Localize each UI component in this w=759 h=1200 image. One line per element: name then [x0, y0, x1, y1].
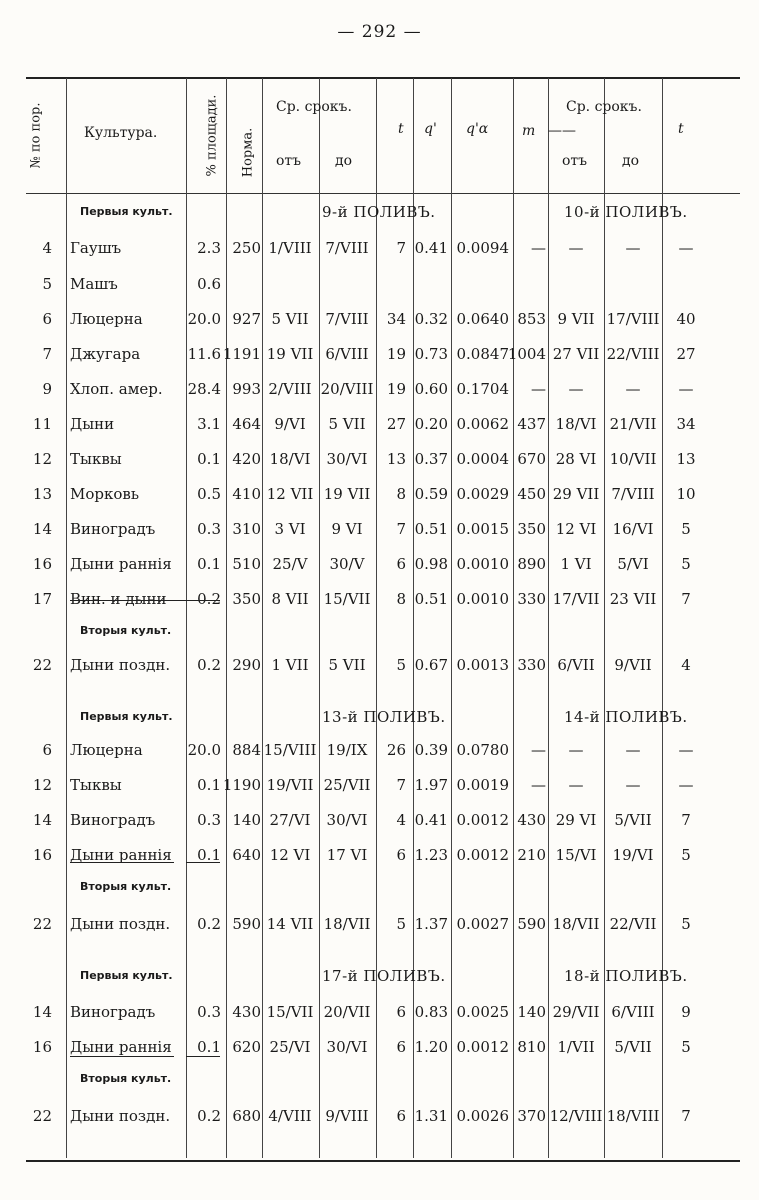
cell-qa: 0.0015 — [456, 520, 509, 538]
irrigation-title-left: 13-й ПОЛИВЪ. — [322, 708, 446, 726]
cell-t2: 5 — [681, 1038, 691, 1056]
cell-area: 0.1 — [197, 555, 221, 573]
cell-t: 7 — [396, 776, 406, 794]
header-to-right: до — [622, 153, 640, 169]
cell-m: 330 — [517, 656, 546, 674]
header-culture: Культура. — [84, 125, 158, 141]
cell-norma: 410 — [232, 485, 261, 503]
cell-t: 6 — [396, 846, 406, 864]
cell-to: 17 VI — [326, 846, 368, 864]
cell-area: 0.1 — [197, 450, 221, 468]
cell-q: 0.39 — [414, 741, 448, 759]
cell-to2: 10/VII — [609, 450, 657, 468]
cell-t: 27 — [386, 415, 406, 433]
cell-from: 15/VIII — [263, 741, 317, 759]
cell-to: 30/VI — [326, 1038, 368, 1056]
cell-m: — — [531, 380, 546, 398]
cell-q: 0.51 — [414, 590, 448, 608]
cell-qa: 0.0780 — [456, 741, 509, 759]
cell-t: 8 — [396, 590, 406, 608]
cell-from: 5 VII — [271, 310, 309, 328]
cell-norma: 1190 — [222, 776, 261, 794]
irrigation-title-right: 10-й ПОЛИВЪ. — [564, 203, 688, 221]
cell-area: 0.1 — [197, 1038, 221, 1056]
cell-to2: — — [625, 239, 641, 257]
cell-to2: 23 VII — [609, 590, 657, 608]
cell-from2: 15/VI — [555, 846, 597, 864]
cell-from: 12 VII — [266, 485, 314, 503]
cell-to: 18/VII — [323, 915, 371, 933]
cell-from2: 1 VI — [560, 555, 592, 573]
cell-t2: 5 — [681, 915, 691, 933]
cell-t: 34 — [386, 310, 406, 328]
cell-t2: 7 — [681, 811, 691, 829]
header-to-left: до — [335, 153, 353, 169]
cell-from: 4/VIII — [268, 1107, 312, 1125]
cell-norma: 590 — [232, 915, 261, 933]
cell-norma: 510 — [232, 555, 261, 573]
cell-from: 18/VI — [269, 450, 311, 468]
cell-t2: 5 — [681, 520, 691, 538]
irrigation-title-left: 17-й ПОЛИВЪ. — [322, 967, 446, 985]
cell-culture: Джугара — [70, 345, 141, 363]
column-rule — [451, 78, 452, 1158]
column-rule — [513, 78, 514, 1158]
cell-qa: 0.0010 — [456, 555, 509, 573]
cell-to: 30/VI — [326, 450, 368, 468]
cell-culture: Гаушъ — [70, 239, 122, 257]
cell-area: 3.1 — [197, 415, 221, 433]
cell-norma: 250 — [232, 239, 261, 257]
cell-from: 27/VI — [269, 811, 311, 829]
cell-area: 20.0 — [187, 310, 221, 328]
cell-m: 140 — [517, 1003, 546, 1021]
cell-t2: 34 — [676, 415, 696, 433]
header-m: m — [522, 123, 536, 139]
cell-from2: 9 VII — [557, 310, 595, 328]
cell-from2: — — [568, 776, 584, 794]
subheading-first-crops: Первыя культ. — [80, 969, 173, 982]
cell-culture: Дыни раннія — [70, 1038, 172, 1056]
cell-norma: 927 — [232, 310, 261, 328]
subheading-first-crops: Первыя культ. — [80, 205, 173, 218]
cell-norma: 420 — [232, 450, 261, 468]
cell-t: 7 — [396, 239, 406, 257]
cell-t: 6 — [396, 555, 406, 573]
cell-num: 5 — [42, 275, 52, 293]
cell-from: 19 VII — [266, 345, 314, 363]
cell-num: 22 — [32, 915, 52, 933]
subheading-first-crops: Первыя культ. — [80, 710, 173, 723]
cell-m: 590 — [517, 915, 546, 933]
cell-culture: Морковь — [70, 485, 140, 503]
cell-m: 330 — [517, 590, 546, 608]
cell-norma: 640 — [232, 846, 261, 864]
cell-from: 1/VIII — [268, 239, 312, 257]
cell-to2: — — [625, 741, 641, 759]
cell-t: 6 — [396, 1038, 406, 1056]
header-term-left: Ср. срокъ. — [276, 99, 352, 115]
cell-qa: 0.0026 — [456, 1107, 509, 1125]
cell-to: 20/VIII — [320, 380, 374, 398]
cell-qa: 0.0062 — [456, 415, 509, 433]
cell-t: 19 — [386, 345, 406, 363]
cell-to: 7/VIII — [325, 239, 369, 257]
header-area: % площади. — [204, 94, 220, 177]
cell-to2: 5/VII — [614, 1038, 652, 1056]
cell-t2: — — [678, 239, 694, 257]
cell-q: 1.31 — [414, 1107, 448, 1125]
header-t-right: t — [678, 121, 684, 137]
cell-m: 350 — [517, 520, 546, 538]
cell-culture: Люцерна — [70, 310, 143, 328]
cell-from2: 12/VIII — [549, 1107, 603, 1125]
cell-t2: 4 — [681, 656, 691, 674]
cell-to: 15/VII — [323, 590, 371, 608]
column-rule — [226, 78, 227, 1158]
cell-from2: — — [568, 239, 584, 257]
cell-from2: — — [568, 741, 584, 759]
cell-norma: 430 — [232, 1003, 261, 1021]
cell-culture: Хлоп. амер. — [70, 380, 163, 398]
cell-from2: 18/VII — [552, 915, 600, 933]
cell-q: 0.83 — [414, 1003, 448, 1021]
cell-num: 13 — [32, 485, 52, 503]
header-norma: Норма. — [240, 127, 256, 178]
underline-mark — [186, 600, 220, 601]
cell-area: 0.2 — [197, 590, 221, 608]
cell-area: 0.1 — [197, 846, 221, 864]
cell-qa: 0.0025 — [456, 1003, 509, 1021]
cell-q: 1.20 — [414, 1038, 448, 1056]
cell-to2: 6/VIII — [611, 1003, 655, 1021]
cell-q: 1.97 — [414, 776, 448, 794]
cell-culture: Вин. и дыни — [70, 590, 167, 608]
cell-t2: — — [678, 741, 694, 759]
cell-norma: 884 — [232, 741, 261, 759]
header-from-left: отъ — [276, 153, 302, 169]
cell-num: 12 — [32, 450, 52, 468]
cell-num: 12 — [32, 776, 52, 794]
cell-num: 6 — [42, 310, 52, 328]
cell-q: 0.32 — [414, 310, 448, 328]
cell-culture: Тыквы — [70, 776, 122, 794]
header-from-right: отъ — [562, 153, 588, 169]
cell-m: — — [531, 741, 546, 759]
cell-from2: 28 VI — [555, 450, 597, 468]
cell-to: 20/VII — [323, 1003, 371, 1021]
cell-norma: 464 — [232, 415, 261, 433]
cell-from: 15/VII — [266, 1003, 314, 1021]
cell-q: 0.98 — [414, 555, 448, 573]
cell-t: 5 — [396, 915, 406, 933]
cell-q: 0.59 — [414, 485, 448, 503]
cell-num: 22 — [32, 1107, 52, 1125]
cell-qa: 0.1704 — [456, 380, 509, 398]
cell-qa: 0.0012 — [456, 811, 509, 829]
header-t-left: t — [398, 121, 404, 137]
cell-t2: 7 — [681, 590, 691, 608]
cell-to2: 17/VIII — [606, 310, 660, 328]
cell-m: 810 — [517, 1038, 546, 1056]
cell-culture: Дыни — [70, 415, 115, 433]
cell-to2: — — [625, 380, 641, 398]
cell-to2: 7/VIII — [611, 485, 655, 503]
subheading-second-crops: Вторыя культ. — [80, 624, 172, 637]
cell-t2: — — [678, 380, 694, 398]
cell-to: 5 VII — [328, 656, 366, 674]
cell-q: 0.37 — [414, 450, 448, 468]
cell-qa: 0.0013 — [456, 656, 509, 674]
cell-q: 0.67 — [414, 656, 448, 674]
cell-num: 7 — [42, 345, 52, 363]
cell-from: 2/VIII — [268, 380, 312, 398]
cell-norma: 680 — [232, 1107, 261, 1125]
column-rule — [66, 78, 67, 1158]
cell-m: 430 — [517, 811, 546, 829]
cell-num: 14 — [32, 1003, 52, 1021]
cell-q: 0.20 — [414, 415, 448, 433]
cell-m: 670 — [517, 450, 546, 468]
cell-norma: 993 — [232, 380, 261, 398]
cell-q: 1.37 — [414, 915, 448, 933]
cell-to: 9 VI — [331, 520, 363, 538]
cell-culture: Дыни поздн. — [70, 915, 171, 933]
cell-area: 0.3 — [197, 1003, 221, 1021]
cell-t2: 5 — [681, 846, 691, 864]
header-term-right: Ср. срокъ. — [566, 99, 642, 115]
cell-norma: 620 — [232, 1038, 261, 1056]
cell-area: 0.3 — [197, 811, 221, 829]
cell-num: 14 — [32, 811, 52, 829]
cell-area: 0.1 — [197, 776, 221, 794]
cell-t: 26 — [386, 741, 406, 759]
subheading-second-crops: Вторыя культ. — [80, 880, 172, 893]
column-rule — [186, 78, 187, 1158]
cell-num: 14 — [32, 520, 52, 538]
cell-to: 9/VIII — [325, 1107, 369, 1125]
cell-m: 853 — [517, 310, 546, 328]
cell-m: 1004 — [507, 345, 546, 363]
cell-area: 0.2 — [197, 1107, 221, 1125]
cell-to2: 21/VII — [609, 415, 657, 433]
cell-qa: 0.0029 — [456, 485, 509, 503]
cell-to2: 22/VIII — [606, 345, 660, 363]
header-q: q' — [424, 121, 437, 137]
cell-from: 12 VI — [269, 846, 311, 864]
cell-to: 6/VIII — [325, 345, 369, 363]
cell-culture: Дыни поздн. — [70, 1107, 171, 1125]
cell-culture: Тыквы — [70, 450, 122, 468]
cell-culture: Дыни раннія — [70, 846, 172, 864]
cell-t2: 5 — [681, 555, 691, 573]
cell-num: 16 — [32, 555, 52, 573]
cell-to2: 5/VI — [617, 555, 649, 573]
cell-culture: Люцерна — [70, 741, 143, 759]
cell-to: 7/VIII — [325, 310, 369, 328]
cell-t: 5 — [396, 656, 406, 674]
cell-t2: 40 — [676, 310, 696, 328]
cell-from2: 1/VII — [557, 1038, 595, 1056]
cell-norma: 140 — [232, 811, 261, 829]
cell-area: 0.5 — [197, 485, 221, 503]
cell-culture: Виноградъ — [70, 811, 156, 829]
cell-culture: Машъ — [70, 275, 118, 293]
cell-num: 11 — [32, 415, 52, 433]
cell-area: 0.2 — [197, 915, 221, 933]
cell-norma: 350 — [232, 590, 261, 608]
cell-to: 30/VI — [326, 811, 368, 829]
cell-to2: 18/VIII — [606, 1107, 660, 1125]
cell-area: 0.3 — [197, 520, 221, 538]
header-dash: —— — [548, 123, 576, 139]
cell-from: 9/VI — [274, 415, 306, 433]
cell-area: 11.6 — [187, 345, 221, 363]
cell-t2: 27 — [676, 345, 696, 363]
cell-to2: 22/VII — [609, 915, 657, 933]
cell-area: 0.6 — [197, 275, 221, 293]
cell-from2: — — [568, 380, 584, 398]
cell-m: 437 — [517, 415, 546, 433]
cell-to2: 5/VII — [614, 811, 652, 829]
cell-m: 890 — [517, 555, 546, 573]
irrigation-title-right: 14-й ПОЛИВЪ. — [564, 708, 688, 726]
cell-t: 19 — [386, 380, 406, 398]
cell-qa: 0.0094 — [456, 239, 509, 257]
header-num: № по пор. — [28, 102, 44, 169]
cell-from2: 12 VI — [555, 520, 597, 538]
cell-to: 25/VII — [323, 776, 371, 794]
cell-t: 8 — [396, 485, 406, 503]
cell-from: 8 VII — [271, 590, 309, 608]
table-top-rule — [26, 77, 740, 79]
cell-to2: 9/VII — [614, 656, 652, 674]
cell-qa: 0.0640 — [456, 310, 509, 328]
cell-to2: — — [625, 776, 641, 794]
cell-to: 19/IX — [326, 741, 368, 759]
cell-m: — — [531, 239, 546, 257]
cell-from2: 6/VII — [557, 656, 595, 674]
cell-area: 0.2 — [197, 656, 221, 674]
cell-from: 25/VI — [269, 1038, 311, 1056]
cell-t2: 10 — [676, 485, 696, 503]
cell-num: 6 — [42, 741, 52, 759]
cell-q: 0.51 — [414, 520, 448, 538]
cell-q: 0.73 — [414, 345, 448, 363]
cell-m: 210 — [517, 846, 546, 864]
cell-qa: 0.0010 — [456, 590, 509, 608]
cell-num: 17 — [32, 590, 52, 608]
header-qa: q'α — [466, 121, 489, 137]
cell-t2: 7 — [681, 1107, 691, 1125]
cell-num: 22 — [32, 656, 52, 674]
cell-to2: 16/VI — [612, 520, 654, 538]
cell-q: 1.23 — [414, 846, 448, 864]
cell-t: 6 — [396, 1003, 406, 1021]
cell-from: 19/VII — [266, 776, 314, 794]
cell-qa: 0.0027 — [456, 915, 509, 933]
irrigation-title-right: 18-й ПОЛИВЪ. — [564, 967, 688, 985]
cell-num: 16 — [32, 846, 52, 864]
cell-area: 28.4 — [187, 380, 221, 398]
cell-from2: 29 VI — [555, 811, 597, 829]
underline-mark — [70, 1056, 174, 1057]
cell-qa: 0.0004 — [456, 450, 509, 468]
cell-m: — — [531, 776, 546, 794]
cell-t: 4 — [396, 811, 406, 829]
cell-qa: 0.0019 — [456, 776, 509, 794]
cell-to: 19 VII — [323, 485, 371, 503]
cell-culture: Дыни поздн. — [70, 656, 171, 674]
cell-t2: — — [678, 776, 694, 794]
cell-t: 6 — [396, 1107, 406, 1125]
cell-norma: 290 — [232, 656, 261, 674]
cell-m: 450 — [517, 485, 546, 503]
cell-from2: 29/VII — [552, 1003, 600, 1021]
cell-from: 14 VII — [266, 915, 314, 933]
cell-qa: 0.0012 — [456, 1038, 509, 1056]
cell-t2: 9 — [681, 1003, 691, 1021]
cell-culture: Дыни раннія — [70, 555, 172, 573]
cell-q: 0.60 — [414, 380, 448, 398]
irrigation-title-left: 9-й ПОЛИВЪ. — [322, 203, 436, 221]
cell-norma: 310 — [232, 520, 261, 538]
cell-from: 3 VI — [274, 520, 306, 538]
cell-norma: 1191 — [222, 345, 261, 363]
table-header-rule — [26, 193, 740, 194]
cell-to2: 19/VI — [612, 846, 654, 864]
cell-m: 370 — [517, 1107, 546, 1125]
underline-mark — [70, 862, 174, 863]
cell-t: 7 — [396, 520, 406, 538]
cell-from: 25/V — [272, 555, 308, 573]
cell-area: 2.3 — [197, 239, 221, 257]
cell-num: 16 — [32, 1038, 52, 1056]
cell-q: 0.41 — [414, 811, 448, 829]
cell-q: 0.41 — [414, 239, 448, 257]
cell-to: 5 VII — [328, 415, 366, 433]
cell-t2: 13 — [676, 450, 696, 468]
cell-area: 20.0 — [187, 741, 221, 759]
cell-qa: 0.0847 — [456, 345, 509, 363]
cell-from2: 29 VII — [552, 485, 600, 503]
subheading-second-crops: Вторыя культ. — [80, 1072, 172, 1085]
cell-from2: 17/VII — [552, 590, 600, 608]
cell-culture: Виноградъ — [70, 1003, 156, 1021]
cell-from2: 27 VII — [552, 345, 600, 363]
cell-t: 13 — [386, 450, 406, 468]
underline-mark — [186, 1056, 220, 1057]
cell-to: 30/V — [329, 555, 365, 573]
cell-from2: 18/VI — [555, 415, 597, 433]
page-number: — 292 — — [337, 22, 422, 42]
cell-num: 9 — [42, 380, 52, 398]
cell-culture: Виноградъ — [70, 520, 156, 538]
cell-num: 4 — [42, 239, 52, 257]
underline-mark — [186, 862, 220, 863]
table-bottom-rule — [26, 1160, 740, 1162]
cell-qa: 0.0012 — [456, 846, 509, 864]
cell-from: 1 VII — [271, 656, 309, 674]
